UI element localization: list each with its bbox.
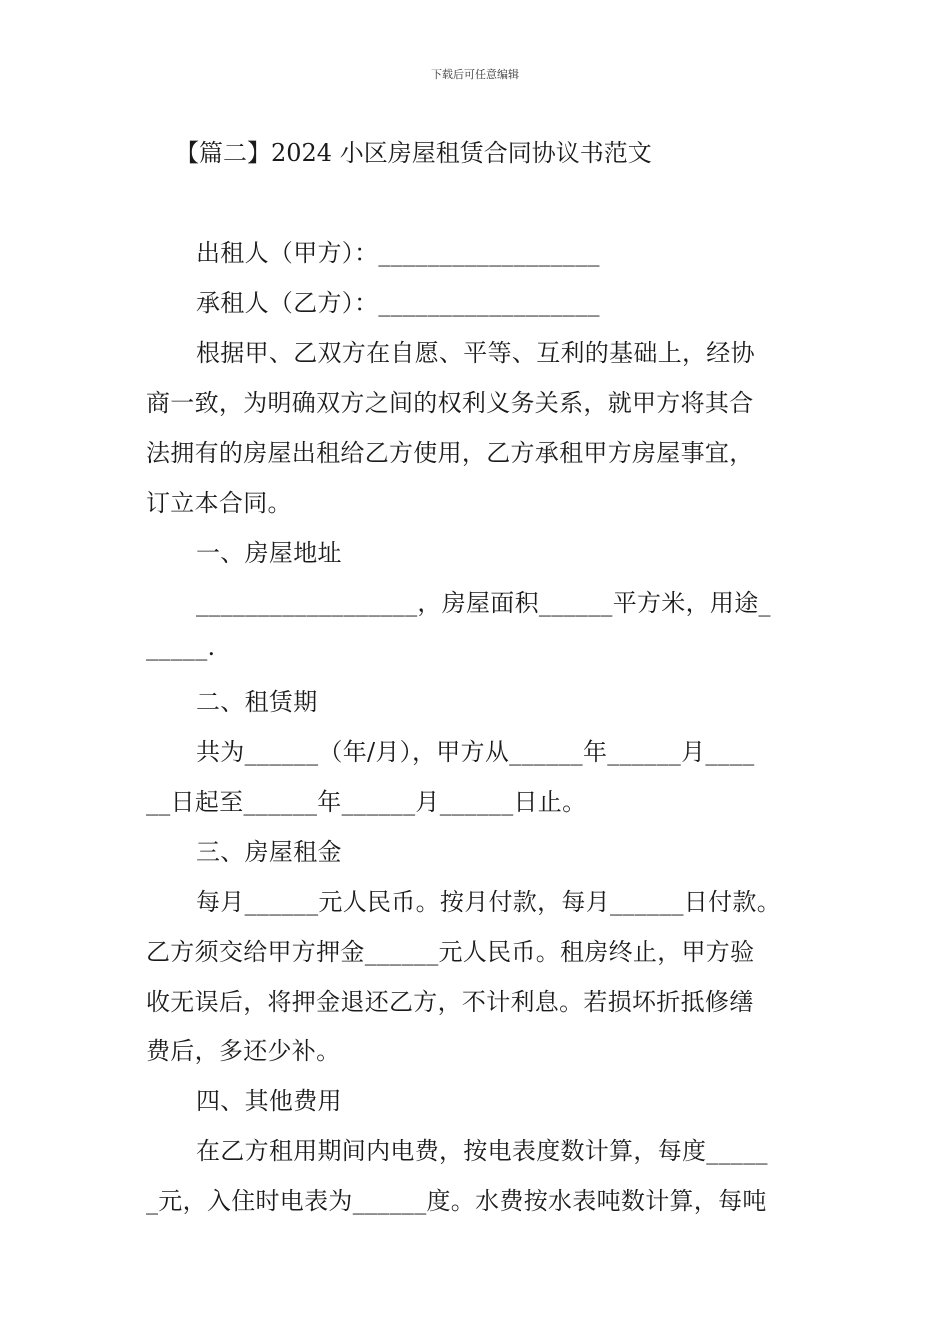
paragraph-line: 乙方须交给甲方押金______元人民币。租房终止，甲方验 xyxy=(146,938,755,966)
paragraph-line: __________________，房屋面积______平方米，用途_ xyxy=(196,589,771,617)
paragraph-line: 共为______（年/月），甲方从______年______月____ xyxy=(196,738,755,766)
paragraph-line: _元，入住时电表为______度。水费按水表吨数计算，每吨 xyxy=(146,1187,767,1215)
section-heading: 四、其他费用 xyxy=(196,1087,342,1115)
section-heading: 一、房屋地址 xyxy=(196,539,342,567)
paragraph-line: 法拥有的房屋出租给乙方使用，乙方承租甲方房屋事宜， xyxy=(146,439,754,467)
paragraph-line: 根据甲、乙双方在自愿、平等、互利的基础上，经协 xyxy=(196,339,755,367)
section-heading: 三、房屋租金 xyxy=(196,838,342,866)
section-heading: 二、租赁期 xyxy=(196,688,318,716)
paragraph-line: 收无误后，将押金退还乙方，不计利息。若损坏折抵修缮 xyxy=(146,988,754,1016)
paragraph-line: 在乙方租用期间内电费，按电表度数计算，每度_____ xyxy=(196,1137,768,1165)
document-title: 【篇二】2024 小区房屋租赁合同协议书范文 xyxy=(175,139,652,167)
paragraph-line: 商一致，为明确双方之间的权利义务关系，就甲方将其合 xyxy=(146,389,754,417)
lessor-line: 出租人（甲方）：__________________ xyxy=(196,239,600,267)
page-header-note: 下载后可任意编辑 xyxy=(431,68,519,81)
paragraph-line: __日起至______年______月______日止。 xyxy=(146,788,587,816)
paragraph-line: 每月______元人民币。按月付款，每月______日付款。 xyxy=(196,888,781,916)
paragraph-line: _____. xyxy=(146,633,216,661)
lessee-line: 承租人（乙方）：__________________ xyxy=(196,289,600,317)
paragraph-line: 订立本合同。 xyxy=(146,489,292,517)
paragraph-line: 费后，多还少补。 xyxy=(146,1037,341,1065)
